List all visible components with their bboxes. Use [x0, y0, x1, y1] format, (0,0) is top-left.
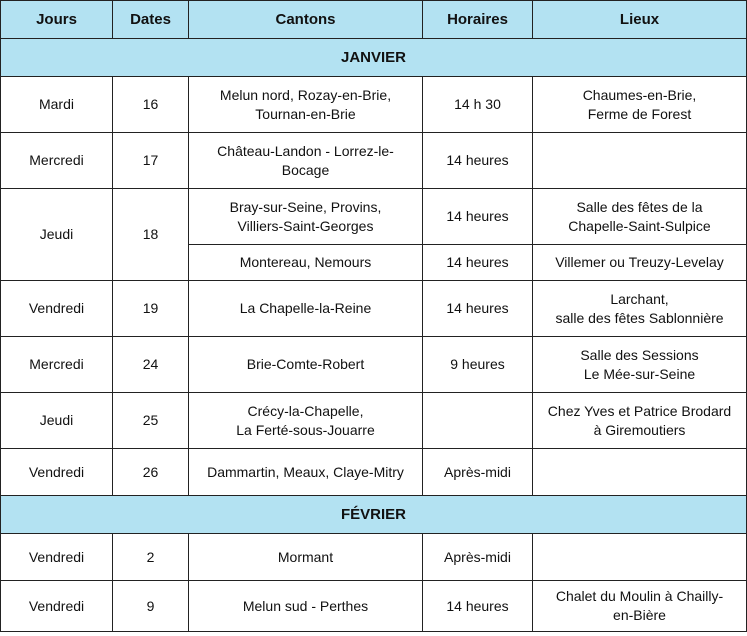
cell-horaire: Après-midi	[423, 534, 533, 581]
header-horaires: Horaires	[423, 1, 533, 39]
cell-jour: Jeudi	[1, 189, 113, 281]
header-cantons: Cantons	[189, 1, 423, 39]
canton-line: Melun nord, Rozay-en-Brie,	[219, 86, 392, 103]
table-row	[1, 534, 747, 581]
lieu-line: à Giremoutiers	[593, 421, 686, 438]
cell-horaire: 14 heures	[423, 133, 533, 189]
cell-horaire: Après-midi	[423, 449, 533, 496]
cell-canton: Montereau, Nemours	[189, 245, 423, 281]
cell-horaire: 14 heures	[423, 281, 533, 337]
canton-line: Bray-sur-Seine, Provins,	[229, 198, 382, 215]
cell-horaire: 14 h 30	[423, 77, 533, 133]
cell-lieu	[533, 189, 747, 245]
canton-line: Villiers-Saint-Georges	[237, 217, 374, 234]
cell-lieu	[533, 534, 747, 581]
lieu-line: salle des fêtes Sablonnière	[555, 309, 724, 326]
cell-date: 25	[113, 393, 189, 449]
cell-horaire: 14 heures	[423, 245, 533, 281]
cell-jour: Mercredi	[1, 337, 113, 393]
table-row	[1, 337, 747, 393]
cell-lieu	[533, 133, 747, 189]
cell-date: 2	[113, 534, 189, 581]
cell-canton	[189, 393, 423, 449]
cell-jour: Vendredi	[1, 449, 113, 496]
table-row	[1, 77, 747, 133]
cell-lieu	[533, 77, 747, 133]
canton-line: Tournan-en-Brie	[255, 105, 356, 122]
cell-date: 18	[113, 189, 189, 281]
cell-horaire: 14 heures	[423, 189, 533, 245]
lieu-line: Salle des fêtes de la	[576, 198, 703, 215]
section-row-janvier	[1, 39, 747, 77]
header-dates: Dates	[113, 1, 189, 39]
canton-line: Bocage	[281, 161, 330, 178]
section-title-fevrier: FÉVRIER	[1, 496, 747, 534]
cell-canton	[189, 77, 423, 133]
section-row-fevrier	[1, 496, 747, 534]
cell-canton	[189, 133, 423, 189]
cell-date: 16	[113, 77, 189, 133]
table-row	[1, 449, 747, 496]
cell-lieu	[533, 337, 747, 393]
table-row	[1, 393, 747, 449]
cell-canton: Mormant	[189, 534, 423, 581]
table-row	[1, 581, 747, 632]
cell-date: 9	[113, 581, 189, 632]
cell-horaire: 14 heures	[423, 581, 533, 632]
cell-date: 19	[113, 281, 189, 337]
cell-canton: Melun sud - Perthes	[189, 581, 423, 632]
lieu-line: Salle des Sessions	[580, 346, 699, 363]
cell-lieu: Villemer ou Treuzy-Levelay	[533, 245, 747, 281]
cell-jour: Jeudi	[1, 393, 113, 449]
cell-jour: Mardi	[1, 77, 113, 133]
cell-canton: Dammartin, Meaux, Claye-Mitry	[189, 449, 423, 496]
lieu-line: Larchant,	[610, 290, 669, 307]
cell-jour: Vendredi	[1, 281, 113, 337]
cell-jour: Vendredi	[1, 581, 113, 632]
header-lieux: Lieux	[533, 1, 747, 39]
lieu-line: Chez Yves et Patrice Brodard	[547, 402, 732, 419]
lieu-line: en-Bière	[613, 607, 666, 623]
section-title-janvier: JANVIER	[1, 39, 747, 77]
cell-canton	[189, 189, 423, 245]
cell-lieu	[533, 449, 747, 496]
table-row	[1, 133, 747, 189]
cell-canton: La Chapelle-la-Reine	[189, 281, 423, 337]
cell-lieu	[533, 581, 747, 632]
lieu-line: Chapelle-Saint-Sulpice	[568, 217, 711, 234]
lieu-line: Chaumes-en-Brie,	[582, 86, 697, 103]
cell-horaire	[423, 393, 533, 449]
cell-horaire: 9 heures	[423, 337, 533, 393]
cell-date: 26	[113, 449, 189, 496]
canton-line: Crécy-la-Chapelle,	[247, 402, 364, 419]
canton-line: La Ferté-sous-Jouarre	[236, 421, 375, 438]
lieu-line: Ferme de Forest	[587, 105, 692, 122]
cell-lieu	[533, 281, 747, 337]
table-row	[1, 189, 747, 245]
header-row	[1, 1, 747, 39]
canton-line: Château-Landon - Lorrez-le-	[217, 142, 394, 159]
table-row	[1, 281, 747, 337]
lieu-line: Chalet du Moulin à Chailly-	[555, 588, 724, 604]
cell-lieu	[533, 393, 747, 449]
lieu-line: Le Mée-sur-Seine	[583, 365, 696, 382]
cell-date: 24	[113, 337, 189, 393]
cell-date: 17	[113, 133, 189, 189]
header-jours: Jours	[1, 1, 113, 39]
cell-jour: Vendredi	[1, 534, 113, 581]
cell-jour: Mercredi	[1, 133, 113, 189]
cell-canton: Brie-Comte-Robert	[189, 337, 423, 393]
